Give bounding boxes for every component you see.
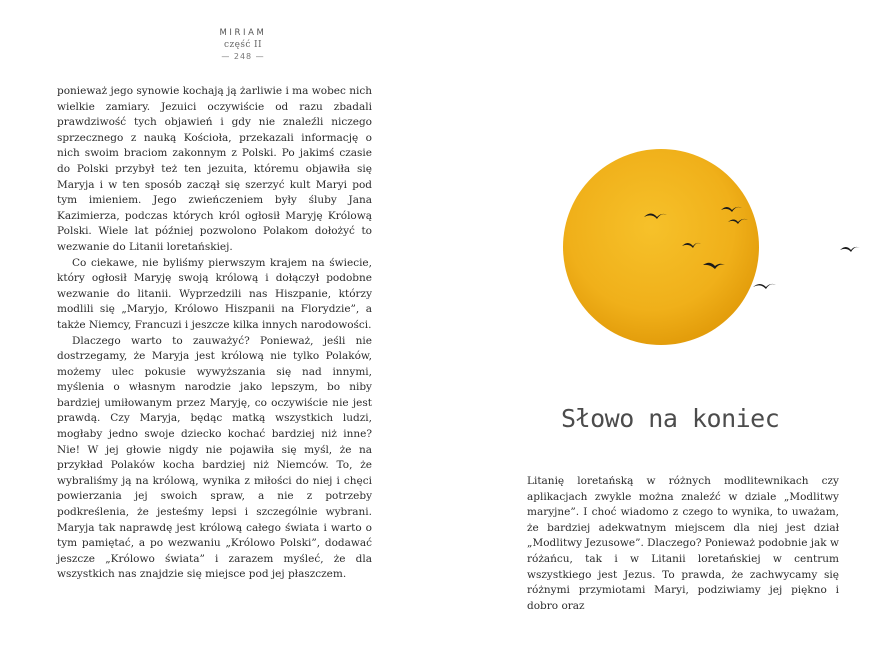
- right-body-text: [527, 474, 839, 614]
- paragraph: Dlaczego warto to zauważyć? Ponieważ, jeśli nie dostrzegamy, że Maryja jest królową nie tylko Polaków, możemy ulec pokusie wywyższania się nad innymi, myślenia o własnym narodzie jako lepszym, bo niby bardziej umiłowanym przez Maryję, co oczywiście nie jest prawdą. Czy Maryja, będąc matką wszystkich ludzi, mogłaby jedno swoje dziecko kochać bardziej niż inne? Nie! W jej głowie nigdy nie pojawiła się myśl, że na przykład Polaków kocha bardziej niż Niemców. To, że wybraliśmy ją na królową, wynika z miłości do niej i chęci powierzania jej swoich spraw, a nie z potrzeby podkreślenia, że jesteśmy lepsi i szczególnie wybrani. Maryja tak naprawdę jest królową całego świata i warto o tym pamiętać, a po wezwaniu „Królowo Polski”, dodawać jeszcze „Królowo świata” i zarazem myśleć, że dla wszystkich nas znajdzie się miejsce pod jej płaszczem.: [57, 334, 372, 581]
- part-label: część II: [224, 40, 262, 50]
- bird: [753, 284, 776, 289]
- chapter-title-text: Słowo na koniec: [561, 404, 780, 433]
- chapter-title: [561, 403, 807, 435]
- right-page: [448, 0, 896, 654]
- paragraph: Co ciekawe, nie byliśmy pierwszym krajem na świecie, który ogłosił Maryję swoją królową i dołączył podobne wezwanie do litanii. Wyprzedzili nas Hiszpanie, którzy modlili się „Maryjo, Królowo Hiszpanii na Florydzie”, a także Niemcy, Francuzi i jeszcze kilka innych narodowości.: [57, 256, 372, 331]
- paragraph: ponieważ jego synowie kochają ją żarliwie i ma wobec nich wielkie zamiary. Jezuici oczywiście od razu zbadali prawdziwość tych objawień i gdy nie znaleźli niczego sprzecznego z nauką Kościoła, przekazali informację o nich swoim braciom zakonnym z Polski. Po jakimś czasie do Polski przybył też ten jezuita, któremu objawiła się Maryja i w ten sposób zaczął się szerzyć kult Maryi pod tym imieniem. Jego zwieńczeniem były śluby Jana Kazimierza, podczas których król ogłosił Maryję Królową Polski. Wiele lat później pozwolono Polakom dołożyć to wezwanie do Litanii loretańskiej.: [57, 85, 372, 253]
- sun-illustration-svg: [556, 145, 896, 350]
- bird: [840, 247, 860, 252]
- left-body-text: [57, 84, 372, 583]
- page-number: — 248 —: [221, 52, 265, 61]
- sun: [563, 149, 759, 345]
- sun-with-birds-illustration: [556, 145, 896, 350]
- book-title: MIRIAM: [219, 28, 267, 38]
- running-header: [140, 28, 346, 63]
- paragraph: Litanię loretańską w różnych modlitewnikach czy aplikacjach zwykle można znaleźć w dziale „Modlitwy maryjne”. I choć wiadomo z czego to wynika, to uważam, że bardziej adekwatnym miejscem dla niej jest dział „Modlitwy Jezusowe”. Dlaczego? Ponieważ podobnie jak w różańcu, tak i w Litanii loretańskiej w centrum wszystkiego jest Jezus. To prawda, że zachwycamy się różnymi przymiotami Maryi, podziwiamy jej piękno i dobro oraz: [527, 475, 839, 612]
